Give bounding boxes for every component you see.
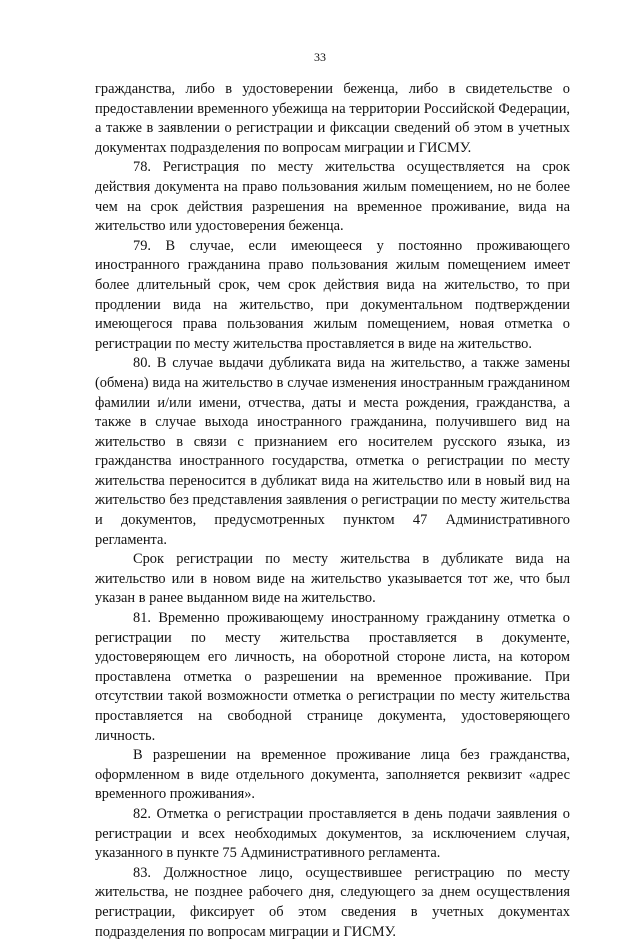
paragraph-80-term: Срок регистрации по месту жительства в дубликате вида на жительство или в новом виде на жительство указывается тот же, что был указан в ранее выданном виде на жительство. — [95, 551, 570, 607]
document-body — [95, 80, 570, 942]
paragraph-81-stateless: В разрешении на временное проживание лица без гражданства, оформленном в виде отдельного документа, заполняется реквизит «адрес временного проживания». — [95, 747, 570, 803]
paragraph-continuation: гражданства, либо в удостоверении беженца, либо в свидетельстве о предоставлении временного убежища на территории Российской Федерации, а также в заявлении о регистрации и фиксации сведений об этом в учетных документах подразделения по вопросам миграции и ГИСМУ. — [95, 81, 570, 156]
paragraph-80: 80. В случае выдачи дубликата вида на жительство, а также замены (обмена) вида на жительство в случае изменения иностранным гражданином фамилии и/или имени, отчества, даты и места рождения, гражданства, а также в случае выхода иностранного гражданина, получившего вид на жительство в связи с признанием его носителем русского языка, из гражданства иностранного государства, отметка о регистрации по месту жительства переносится в дубликат вида на жительство или в новый вид на жительство без представления заявления о регистрации по месту жительства и документов, предусмотренных пунктом 47 Административного регламента. — [95, 355, 570, 548]
paragraph-81: 81. Временно проживающему иностранному гражданину отметка о регистрации по месту жительства проставляется в документе, удостоверяющем его личность, на оборотной стороне листа, на котором проставлена отметка о разрешении на временное проживание. При отсутствии такой возможности отметка о регистрации по месту жительства проставляется на свободной странице документа, удостоверяющего личность. — [95, 610, 570, 744]
paragraph-82: 82. Отметка о регистрации проставляется в день подачи заявления о регистрации и всех необходимых документов, за исключением случая, указанного в пункте 75 Административного регламента. — [95, 805, 570, 862]
paragraph-78: 78. Регистрация по месту жительства осуществляется на срок действия документа на право пользования жилым помещением, но не более чем на срок действия разрешения на временное проживание, вида на жительство или удостоверения беженца. — [95, 159, 570, 235]
paragraph-79: 79. В случае, если имеющееся у постоянно проживающего иностранного гражданина право пользования жилым помещением имеет более длительный срок, чем срок действия вида на жительство, то при продлении вида на жительство, при документальном подтверждении имеющегося права пользования жилым помещением, новая отметка о регистрации по месту жительства проставляется в виде на жительство. — [95, 237, 570, 352]
page-number: 33 — [314, 50, 326, 64]
paragraph-83: 83. Должностное лицо, осуществившее регистрацию по месту жительства, не позднее рабочего дня, следующего за днем осуществления регистрации, фиксирует об этом сведения в учетных документах подразделения по вопросам миграции и ГИСМУ. — [95, 864, 570, 940]
